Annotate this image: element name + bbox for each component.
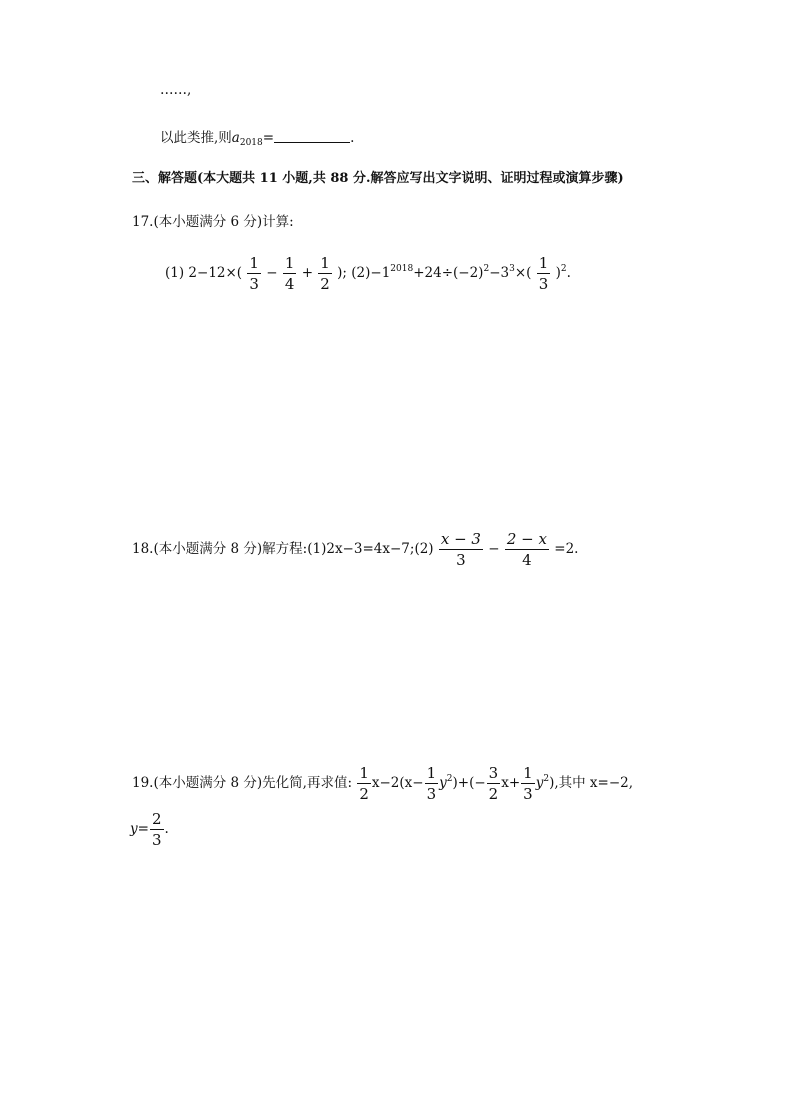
q17-fraction-1 bbox=[247, 254, 261, 293]
q19-fd-den: 3 bbox=[523, 785, 533, 803]
q18-fraction-2 bbox=[505, 530, 549, 569]
analogy-prefix: 以此类推,则 bbox=[160, 130, 232, 146]
ellipsis-line bbox=[160, 84, 191, 98]
sequence-var: a bbox=[231, 130, 240, 146]
q19-t6: ),其中 x=−2, bbox=[549, 775, 634, 791]
q19-fa-den: 2 bbox=[359, 785, 369, 803]
analogy-end: . bbox=[350, 130, 355, 146]
q18-fraction-1 bbox=[439, 530, 483, 569]
q17-f1-den: 3 bbox=[249, 275, 259, 293]
q19-fb-den: 3 bbox=[426, 785, 437, 803]
q17-f4-den: 3 bbox=[538, 275, 549, 293]
q17-exp-2b: 2 bbox=[560, 264, 567, 274]
q19-fraction-b bbox=[425, 764, 439, 803]
q17-p1-end: ); bbox=[337, 265, 347, 281]
q19-t2-exp: 2 bbox=[446, 774, 453, 784]
q17-f3-den: 2 bbox=[320, 275, 330, 293]
q17-fraction-4 bbox=[537, 254, 551, 293]
q19-fc-den: 2 bbox=[488, 785, 499, 803]
q17-p1-label: (1) bbox=[165, 265, 185, 281]
q17-p2-b: +24÷(−2) bbox=[413, 265, 484, 281]
q19-fraction-d bbox=[521, 764, 535, 803]
q18-rhs: =2. bbox=[554, 541, 579, 557]
q17-p2-e: ) bbox=[555, 265, 561, 281]
q19-fraction-a bbox=[357, 764, 371, 803]
q19-fa-num: 1 bbox=[359, 764, 369, 782]
q17-f3-num: 1 bbox=[320, 254, 330, 272]
q19-fb-num: 1 bbox=[426, 764, 437, 782]
q19-fd-num: 1 bbox=[523, 764, 533, 782]
q17-title-line bbox=[132, 216, 294, 230]
q17-f2-den: 4 bbox=[284, 275, 295, 293]
q18-f1-num: x − 3 bbox=[440, 530, 481, 548]
q19-t2: y bbox=[439, 775, 447, 791]
q19-t5: y bbox=[535, 775, 544, 791]
q17-minus: − bbox=[266, 265, 278, 281]
q17-fraction-3 bbox=[318, 254, 332, 293]
q17-f2-num: 1 bbox=[284, 254, 295, 272]
q19-fraction-c bbox=[487, 764, 501, 803]
q19-fy-den: 3 bbox=[151, 831, 162, 849]
q17-f1-num: 1 bbox=[249, 254, 259, 272]
q17-fraction-2 bbox=[283, 254, 297, 293]
q18-line bbox=[132, 530, 578, 569]
q17-p2-end: . bbox=[566, 265, 571, 281]
q19-y-label: y= bbox=[130, 821, 149, 837]
q17-exp-2a: 2 bbox=[483, 264, 490, 274]
ellipsis-text: ……, bbox=[160, 82, 192, 98]
q19-t3: )+(− bbox=[452, 775, 486, 791]
q18-f2-den: 4 bbox=[522, 551, 532, 569]
section-heading-text: 三、解答题(本大题共 11 小题,共 88 分.解答应写出文字说明、证明过程或演算步骤) bbox=[132, 171, 624, 186]
q19-title: 19.(本小题满分 8 分)先化简,再求值: bbox=[132, 775, 353, 791]
q17-p2-c: −3 bbox=[489, 265, 510, 281]
q18-f2-num: 2 − x bbox=[506, 530, 547, 548]
q19-fraction-y bbox=[150, 810, 164, 849]
analogy-line bbox=[160, 130, 354, 146]
answer-blank[interactable] bbox=[274, 130, 350, 143]
q19-y-line bbox=[130, 810, 169, 849]
q18-part1: (1)2x−3=4x−7; bbox=[307, 541, 415, 557]
q17-p2-d: ×( bbox=[514, 265, 532, 281]
q17-p2-a: −1 bbox=[370, 265, 391, 281]
q19-t5-exp: 2 bbox=[543, 774, 550, 784]
q17-plus: + bbox=[301, 265, 313, 281]
q18-title: 18.(本小题满分 8 分)解方程: bbox=[132, 541, 308, 557]
q18-f1-den: 3 bbox=[456, 551, 466, 569]
q17-p1-start: 2−12×( bbox=[188, 265, 243, 281]
q19-y-end: . bbox=[164, 821, 169, 837]
equals-sign: = bbox=[262, 130, 275, 146]
q19-line bbox=[132, 764, 633, 803]
q17-title: 17.(本小题满分 6 分)计算: bbox=[132, 214, 294, 230]
q19-fc-num: 3 bbox=[488, 764, 499, 782]
q19-t4: x+ bbox=[501, 775, 521, 791]
q17-expression-line bbox=[165, 254, 571, 293]
q17-p2-label: (2) bbox=[351, 265, 371, 281]
sequence-subscript: 2018 bbox=[239, 138, 263, 148]
q17-exp-2018: 2018 bbox=[390, 264, 414, 274]
q17-exp-3: 3 bbox=[509, 264, 515, 274]
q19-t1: x−2(x− bbox=[371, 775, 424, 791]
q17-f4-num: 1 bbox=[538, 254, 549, 272]
q18-p2-label: (2) bbox=[414, 541, 434, 557]
q18-minus: − bbox=[488, 541, 500, 557]
section-heading bbox=[132, 172, 624, 185]
q19-fy-num: 2 bbox=[151, 810, 162, 828]
